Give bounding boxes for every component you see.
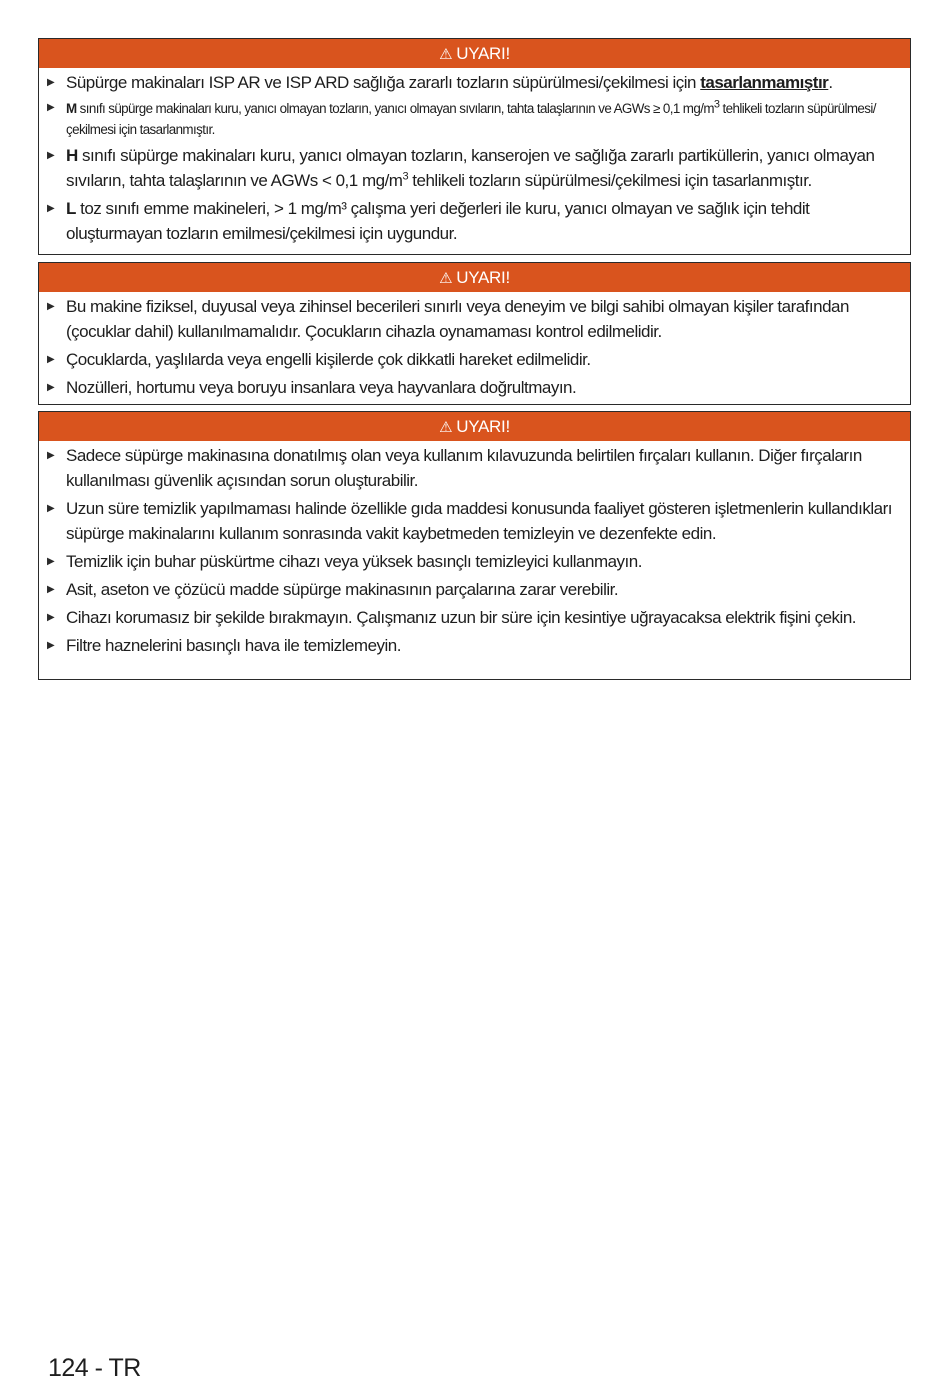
- warning-header: ⚠ UYARI!: [39, 39, 910, 68]
- warning-list: [39, 441, 910, 658]
- list-item: ▶ Sadece süpürge makinasına donatılmış olan veya kullanım kılavuzunda belirtilen fırçaları kullanın. Diğer fırçaların kullanılması güvenlik açısından sorun oluşturabilir.: [66, 443, 896, 493]
- list-item: ▶ L toz sınıfı emme makineleri, > 1 mg/m³ çalışma yeri değerleri ile kuru, yanıcı olmayan ve sağlık için tehdit oluşturmayan tozların emilmesi/çekilmesi için uygundur.: [66, 196, 896, 246]
- warning-list: [39, 68, 910, 246]
- list-item: ▶ H sınıfı süpürge makinaları kuru, yanıcı olmayan tozların, kanserojen ve sağlığa zararlı partiküllerin, yanıcı olmayan sıvıların, tahta talaşlarının ve AGWs < 0,1 $mg/m^3$ tehlikeli tozların süpürülmesi/çekilmesi için tasarlanmıştır.: [66, 143, 896, 193]
- warning-triangle-icon: ⚠: [439, 46, 453, 63]
- list-item: ▶ Süpürge makinaları ISP AR ve ISP ARD sağlığa zararlı tozların süpürülmesi/çekilmesi için tasarlanmamıştır.: [66, 70, 896, 95]
- list-item: ▶ Filtre haznelerini basınçlı hava ile temizlemeyin.: [66, 633, 896, 658]
- page-number: 124 - TR: [48, 1354, 141, 1382]
- list-item: ▶ Asit, aseton ve çözücü madde süpürge makinasının parçalarına zarar verebilir.: [66, 577, 896, 602]
- class-letter: M: [66, 101, 77, 116]
- list-item: ▶ Bu makine fiziksel, duyusal veya zihinsel becerileri sınırlı veya deneyim ve bilgi sahibi olmayan kişiler tarafından (çocuklar dahil) kullanılmamalıdır. Çocukların cihazla oynamaması kontrol edilmelidir.: [66, 294, 896, 344]
- class-letter: L: [66, 199, 76, 218]
- class-letter: H: [66, 146, 78, 165]
- list-item: ▶ Nozülleri, hortumu veya boruyu insanlara veya hayvanlara doğrultmayın.: [66, 375, 896, 400]
- list-item: ▶ M sınıfı süpürge makinaları kuru, yanıcı olmayan tozların, yanıcı olmayan sıvıların, tahta talaşlarının ve AGWs ≥ 0,1 $mg/m^3$ tehlikeli tozların süpürülmesi/çekilmesi için tasarlanmıştır.: [66, 98, 896, 140]
- emphasis-text: tasarlanmamıştır: [700, 73, 829, 92]
- warning-triangle-icon: ⚠: [439, 270, 453, 287]
- warning-box-2: [38, 262, 911, 405]
- list-item: ▶ Uzun süre temizlik yapılmaması halinde özellikle gıda maddesi konusunda faaliyet gösteren işletmenlerin kullandıkları süpürge makinalarını kullanım sonrasında vakit kaybetmeden temizleyin ve dezenfekte edin.: [66, 496, 896, 546]
- list-item: ▶ Cihazı korumasız bir şekilde bırakmayın. Çalışmanız uzun bir süre için kesintiye uğrayacaksa elektrik fişini çekin.: [66, 605, 896, 630]
- list-item: ▶ Çocuklarda, yaşlılarda veya engelli kişilerde çok dikkatli hareket edilmelidir.: [66, 347, 896, 372]
- warning-box-3: [38, 411, 911, 680]
- warning-header: ⚠ UYARI!: [39, 412, 910, 441]
- warning-list: [39, 292, 910, 400]
- warning-box-1: [38, 38, 911, 255]
- warning-header: ⚠ UYARI!: [39, 263, 910, 292]
- list-item: ▶ Temizlik için buhar püskürtme cihazı veya yüksek basınçlı temizleyici kullanmayın.: [66, 549, 896, 574]
- warning-triangle-icon: ⚠: [439, 419, 453, 436]
